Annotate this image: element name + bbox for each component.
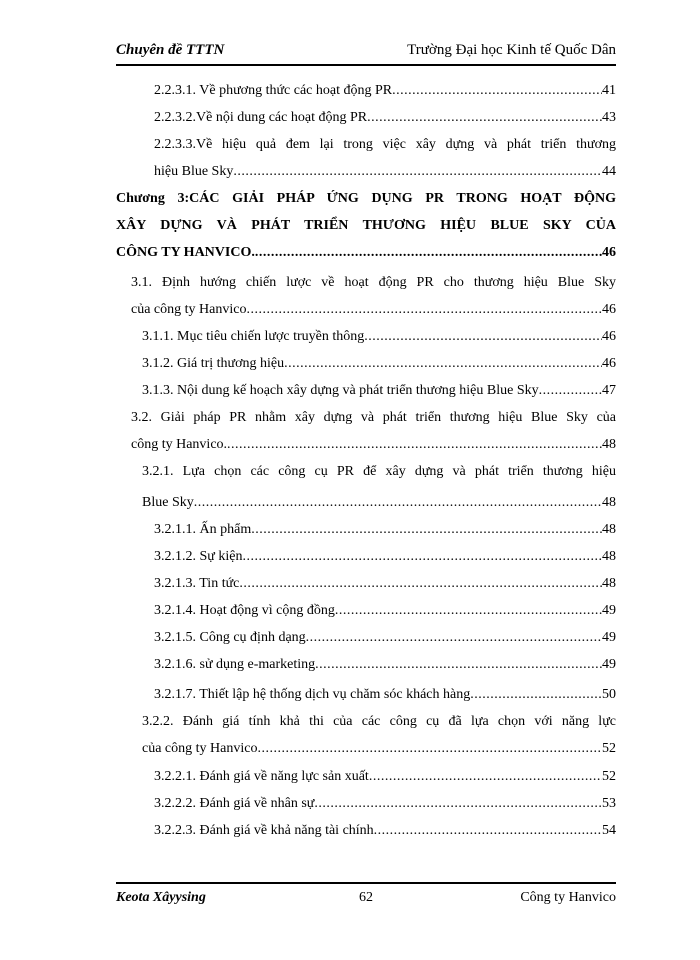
- toc-page-number: 49: [602, 603, 616, 618]
- page-footer: [116, 889, 616, 907]
- dot-leader: [239, 573, 602, 595]
- header-left: Chuyên đề TTTN: [116, 42, 225, 58]
- toc-entry-line: [142, 711, 616, 733]
- toc-page-number: 49: [602, 630, 616, 645]
- toc-page-number: 46: [602, 245, 616, 260]
- toc-page-number: 48: [602, 576, 616, 591]
- dot-leader: [306, 627, 602, 649]
- toc-entry-text: 3.2.1.7. Thiết lập hệ thống dịch vụ chăm sóc khách hàng: [154, 687, 471, 702]
- toc-entry-text: 3.2.1.2. Sự kiện: [154, 549, 243, 564]
- toc-entry-text: 3.2.1.4. Hoạt động vì cộng đồng: [154, 603, 335, 618]
- dot-leader: [392, 80, 602, 102]
- toc-entry-text: của công ty Hanvico: [131, 302, 247, 317]
- dot-leader: [257, 738, 602, 760]
- chapter-heading-line: [116, 188, 616, 210]
- dot-leader: [284, 353, 602, 375]
- toc-entry-text: 3.2.2.3. Đánh giá về khả năng tài chính: [154, 823, 374, 838]
- toc-entry: [154, 654, 616, 676]
- dot-leader: [335, 600, 602, 622]
- toc-entry: [142, 326, 616, 348]
- toc-entry-text: Blue Sky: [142, 495, 194, 510]
- toc-page-number: 48: [602, 522, 616, 537]
- toc-entry: [154, 573, 616, 595]
- page-header: [116, 37, 616, 59]
- dot-leader: [251, 519, 602, 541]
- chapter-heading: [116, 242, 616, 264]
- toc-page-number: 47: [602, 383, 616, 398]
- toc-entry-text: 3.1.3. Nội dung kế hoạch xây dựng và phát triển thương hiệu Blue Sky: [142, 383, 539, 398]
- toc-entry-text: 2.2.3.2.Về nội dung các hoạt động PR: [154, 110, 368, 125]
- toc-entry-text: 3.2.1.1. Ấn phẩm: [154, 522, 252, 537]
- toc-page-number: 52: [602, 769, 616, 784]
- toc-entry-text: 3.1.2. Giá trị thương hiệu: [142, 356, 285, 371]
- toc-entry-text: công ty Hanvico.: [131, 437, 228, 452]
- toc-entry: [142, 380, 616, 402]
- toc-entry-line: [131, 272, 616, 294]
- toc-entry-text: 3.2.1.6. sử dụng e-marketing: [154, 657, 316, 672]
- dot-leader: [314, 793, 602, 815]
- toc-page-number: 44: [602, 164, 616, 179]
- toc-entry-line: [142, 461, 616, 483]
- toc-entry-text: 3.1.1. Mục tiêu chiến lược truyền thông: [142, 329, 365, 344]
- toc-entry-text: 2.2.3.1. Về phương thức các hoạt động PR: [154, 83, 393, 98]
- toc-entry-text: 3.2.1. Lựa chọn các công cụ PR để xây dựng và phát triển thương hiệu: [142, 464, 616, 479]
- dot-leader: [369, 766, 602, 788]
- toc-page-number: 41: [602, 83, 616, 98]
- toc-entry-text: 3.2.2.1. Đánh giá về năng lực sản xuất: [154, 769, 369, 784]
- toc-entry-text: 3.1. Định hướng chiến lược về hoạt động PR cho thương hiệu Blue Sky: [131, 275, 616, 290]
- toc-page-number: 46: [602, 329, 616, 344]
- dot-leader: [255, 242, 602, 264]
- toc-page-number: 52: [602, 741, 616, 756]
- chapter-heading-text: Chương 3:CÁC GIẢI PHÁP ỨNG DỤNG PR TRONG HOẠT ĐỘNG: [116, 191, 616, 206]
- toc-entry: [154, 766, 616, 788]
- toc-entry-text: 3.2. Giải pháp PR nhằm xây dựng và phát triển thương hiệu Blue Sky của: [131, 410, 616, 425]
- toc-entry: [154, 546, 616, 568]
- toc-entry: [142, 738, 616, 760]
- toc-entry-text: hiệu Blue Sky: [154, 164, 234, 179]
- dot-leader: [227, 434, 602, 456]
- toc-page-number: 48: [602, 549, 616, 564]
- footer-author: Keota Xâyysing: [116, 890, 206, 905]
- dot-leader: [242, 546, 602, 568]
- toc-entry-line: [131, 407, 616, 429]
- footer-company: Công ty Hanvico: [520, 890, 616, 905]
- dot-leader: [374, 820, 602, 842]
- toc-page-number: 48: [602, 495, 616, 510]
- toc-page-number: 50: [602, 687, 616, 702]
- toc-page-number: 53: [602, 796, 616, 811]
- chapter-heading-line: [116, 215, 616, 237]
- dot-leader: [539, 380, 602, 402]
- dot-leader: [367, 107, 602, 129]
- footer-rule: [116, 882, 616, 884]
- toc-entry: [154, 107, 616, 129]
- header-rule: [116, 64, 616, 66]
- toc-entry: [154, 820, 616, 842]
- toc-entry-text: 3.2.1.5. Công cụ định dạng: [154, 630, 306, 645]
- toc-page-number: 48: [602, 437, 616, 452]
- dot-leader: [194, 492, 602, 514]
- chapter-heading-text: XÂY DỰNG VÀ PHÁT TRIỂN THƯƠNG HIỆU BLUE SKY CỦA: [116, 218, 616, 233]
- toc-entry-text: 3.2.2.2. Đánh giá về nhân sự: [154, 796, 315, 811]
- toc-entry-line: [154, 134, 616, 156]
- toc-entry: [154, 519, 616, 541]
- toc-page-number: 46: [602, 302, 616, 317]
- toc-entry-text: 2.2.3.3.Về hiệu quả đem lại trong việc xây dựng và phát triển thương: [154, 137, 616, 152]
- toc-page-number: 43: [602, 110, 616, 125]
- toc-entry: [142, 353, 616, 375]
- toc-page-number: 46: [602, 356, 616, 371]
- header-right: Trường Đại học Kinh tế Quốc Dân: [407, 42, 616, 58]
- dot-leader: [315, 654, 602, 676]
- toc-page-number: 54: [602, 823, 616, 838]
- toc-entry: [131, 434, 616, 456]
- dot-leader: [233, 161, 602, 183]
- dot-leader: [470, 684, 602, 706]
- toc-entry: [154, 600, 616, 622]
- dot-leader: [364, 326, 602, 348]
- toc-entry: [154, 684, 616, 706]
- toc-page-number: 49: [602, 657, 616, 672]
- footer-page-number: 62: [359, 890, 373, 905]
- toc-entry: [131, 299, 616, 321]
- toc-entry: [154, 627, 616, 649]
- toc-entry-text: của công ty Hanvico: [142, 741, 258, 756]
- dot-leader: [246, 299, 602, 321]
- toc-entry: [154, 80, 616, 102]
- toc-entry: [142, 492, 616, 514]
- toc-entry: [154, 161, 616, 183]
- toc-entry: [154, 793, 616, 815]
- chapter-heading-text: CÔNG TY HANVICO.: [116, 245, 255, 260]
- toc-entry-text: 3.2.2. Đánh giá tính khả thi của các công cụ đã lựa chọn với năng lực: [142, 714, 616, 729]
- toc-entry-text: 3.2.1.3. Tin tức: [154, 576, 240, 591]
